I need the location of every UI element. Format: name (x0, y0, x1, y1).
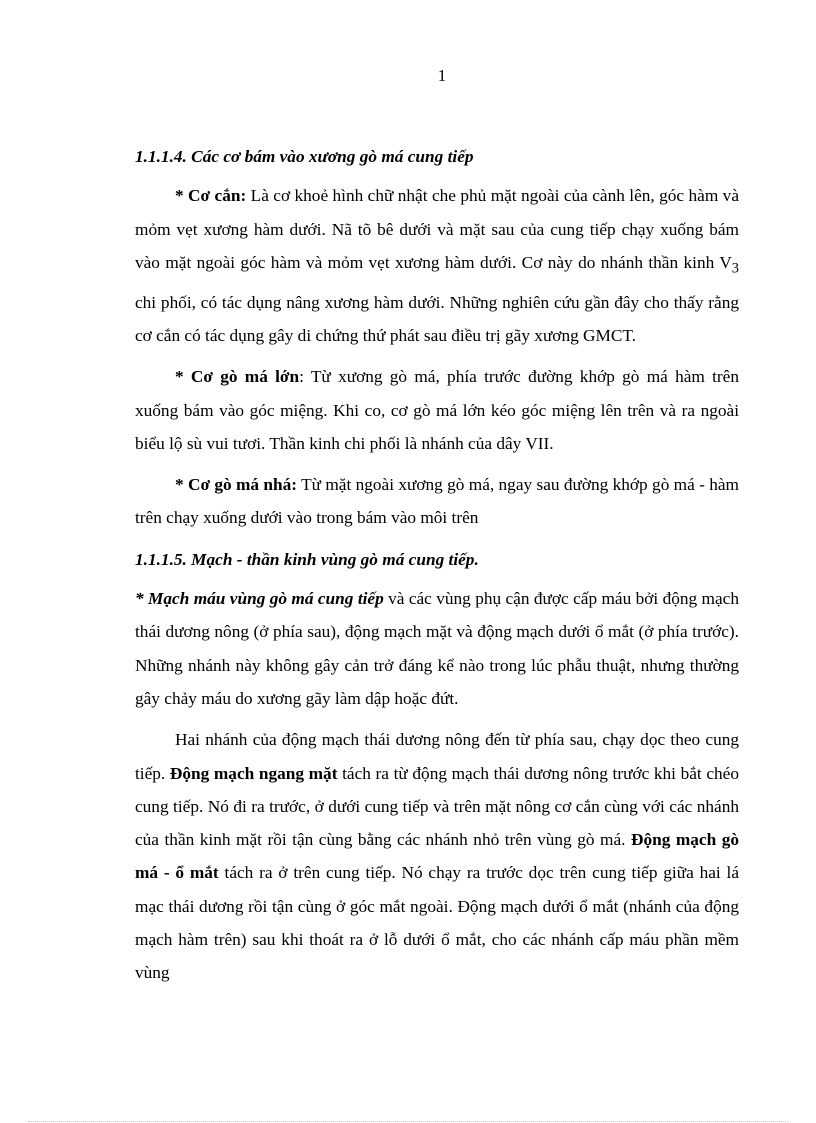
term-dong-mach-ngang-mat: Động mạch ngang mặt (169, 763, 338, 783)
page-bottom-border (28, 1121, 788, 1122)
paragraph-text: tách ra từ động mạch thái dương nông trước khi bắt chéo cung tiếp. Nó đi ra trước, ở dưới cung tiếp và trên mặt nông cơ cắn cùng với các nhánh của thần kinh mặt rồi tận cùng bằng các nhánh nhỏ trên vùng gò má. (135, 763, 739, 850)
paragraph-text: chi phối, có tác dụng nâng xương hàm dưới. Những nghiên cứu gần đây cho thấy rằng cơ cắn có tác dụng gây di chứng thứ phát sau điều trị gãy xương GMCT. (135, 292, 739, 345)
paragraph-text: Từ mặt ngoài xương gò má, ngay sau đường khớp gò má - hàm trên chạy xuống dưới vào trong bám vào môi trên (135, 475, 740, 528)
term-co-can: * Cơ cắn: (175, 186, 247, 206)
paragraph-co-can (135, 179, 739, 352)
document-body (135, 140, 739, 998)
paragraph-text: Hai nhánh của động mạch thái dương nông đến từ phía sau, chạy dọc theo cung tiếp. (135, 730, 739, 783)
section-heading-1-1-1-4: 1.1.1.4. Các cơ bám vào xương gò má cung tiếp (135, 147, 474, 166)
paragraph-text: Là cơ khoẻ hình chữ nhật che phủ mặt ngoài của cành lên, góc hàm và mỏm vẹt xương hàm dưới. Nã tõ bê dưới và mặt sau của cung tiếp chạy xuống bám vào mặt ngoài góc hàm và mỏm vẹt xương hàm dưới. Cơ này do nhánh thần kinh V (135, 186, 739, 272)
paragraph-mach-mau (135, 582, 739, 715)
term-co-go-ma-lon: * Cơ gò má lớn (175, 367, 300, 387)
paragraph-co-go-ma-lon (135, 360, 739, 460)
paragraph-hai-nhanh (135, 723, 739, 989)
section-heading-1-1-1-5: 1.1.1.5. Mạch - thần kinh vùng gò má cung tiếp. (135, 549, 479, 569)
paragraph-text: tách ra ở trên cung tiếp. Nó chạy ra trước dọc trên cung tiếp giữa hai lá mạc thái dương rồi tận cùng ở góc mắt ngoài. Động mạch dưới ổ mắt (nhánh của động mạch hàm trên) sau khi thoát ra ở lỗ dưới ổ mắt, cho các nhánh cấp máu phần mềm vùng (135, 863, 739, 983)
paragraph-co-go-ma-nho (135, 468, 739, 535)
term-mach-mau: * Mạch máu vùng gò má cung tiếp (135, 589, 384, 609)
paragraph-text: và các vùng phụ cận được cấp máu bởi động mạch thái dương nông (ở phía sau), động mạch mặt và động mạch dưới ổ mắt (ở phía trước). Những nhánh này không gây cản trở đáng kể nào trong lúc phẫu thuật, nhưng thường gây chảy máu do xương gãy làm dập hoặc đứt. (135, 589, 739, 708)
paragraph-text: : Từ xương gò má, phía trước đường khớp gò má hàm trên xuống bám vào góc miệng. Khi co, cơ gò má lớn kéo góc miệng lên trên và ra ngoài biểu lộ sù vui tươi. Thần kinh chi phối là nhánh của dây VII. (135, 367, 739, 453)
term-co-go-ma-nho: * Cơ gò má nhá: (175, 475, 298, 495)
subscript: 3 (731, 260, 739, 277)
term-dong-mach-go-ma-o-mat: Động mạch gò má - ổ mắt (135, 830, 739, 883)
page-number: 1 (437, 66, 447, 85)
